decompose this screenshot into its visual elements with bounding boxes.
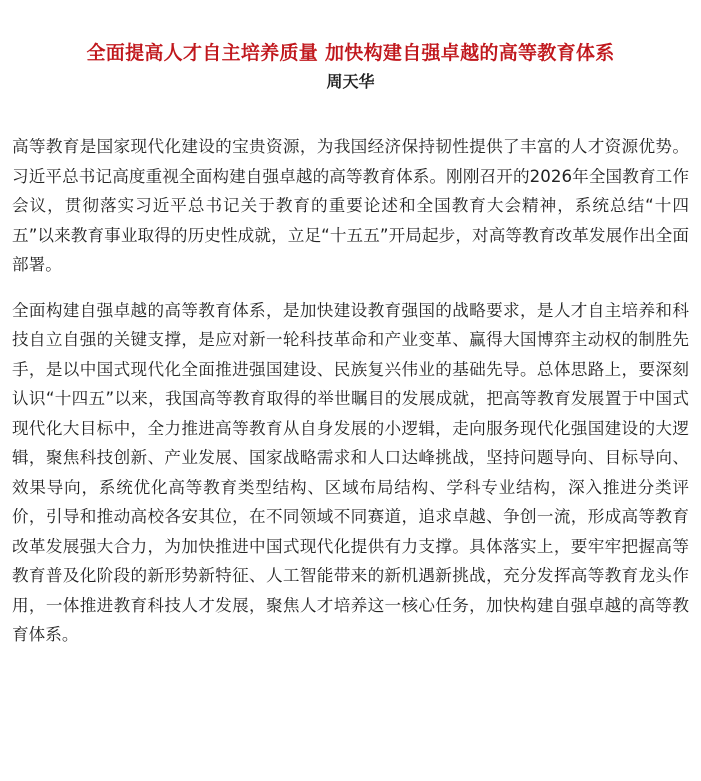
article-author: 周天华 <box>326 72 375 91</box>
article-title: 全面提高人才自主培养质量 加快构建自强卓越的高等教育体系 <box>86 42 615 64</box>
paragraph: 全面构建自强卓越的高等教育体系，是加快建设教育强国的战略要求，是人才自主培养和科技自立自强的关键支撑，是应对新一轮科技革命和产业变革、赢得大国博弈主动权的制胜先手，是以中国式现代化全面推进强国建设、民族复兴伟业的基础先导。总体思路上，要深刻认识“十四五”以来，我国高等教育取得的举世瞩目的发展成就，把高等教育发展置于中国式现代化大目标中，全力推进高等教育从自身发展的小逻辑，走向服务现代化强国建设的大逻辑，聚焦科技创新、产业发展、国家战略需求和人口达峰挑战，坚持问题导向、目标导向、效果导向，系统优化高等教育类型结构、区域布局结构、学科专业结构，深入推进分类评价，引导和推动高校各安其位，在不同领域不同赛道，追求卓越、争创一流，形成高等教育改革发展强大合力，为加快推进中国式现代化提供有力支撑。具体落实上，要牢牢把握高等教育普及化阶段的新形势新特征、人工智能带来的新机遇新挑战，充分发挥高等教育龙头作用，一体推进教育科技人才发展，聚焦人才培养这一核心任务，加快构建自强卓越的高等教育体系。 <box>12 300 689 644</box>
paragraph: 高等教育是国家现代化建设的宝贵资源，为我国经济保持韧性提供了丰富的人才资源优势。习近平总书记高度重视全面构建自强卓越的高等教育体系。刚刚召开的2026年全国教育工作会议，贯彻落实习近平总书记关于教育的重要论述和全国教育大会精神，系统总结“十四五”以来教育事业取得的历史性成就，立足“十五五”开局起步，对高等教育改革发展作出全面部署。 <box>12 137 689 274</box>
article-body <box>12 132 689 650</box>
